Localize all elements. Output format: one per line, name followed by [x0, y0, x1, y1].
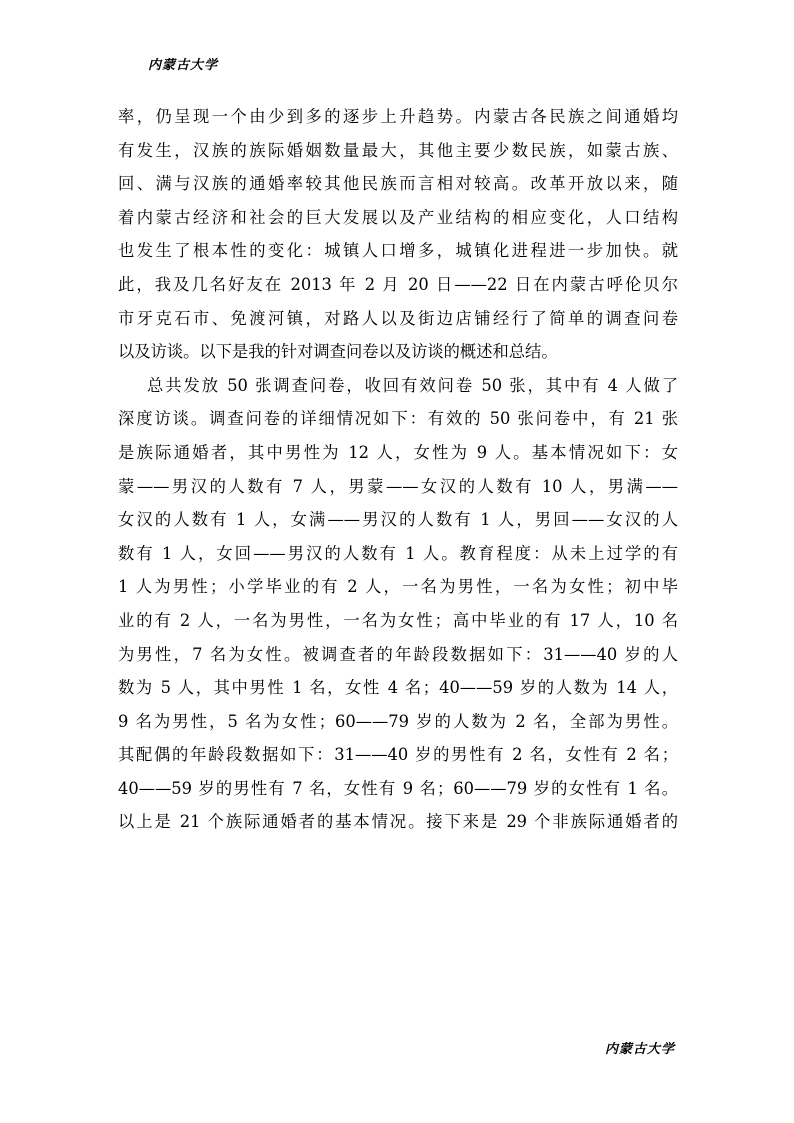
text-line: 市牙克石市、免渡河镇，对路人以及街边店铺经行了简单的调查问卷 [118, 308, 678, 328]
text-line: 业的有 2 人，一名为男性，一名为女性；高中毕业的有 17 人，10 名 [118, 610, 678, 630]
text-line: 数有 1 人，女回——男汉的人数有 1 人。教育程度：从未上过学的有 [118, 543, 678, 563]
page-footer-title: 内蒙古大学 [605, 1042, 676, 1057]
paragraph-1 [118, 100, 678, 369]
text-line: 是族际通婚者，其中男性为 12 人，女性为 9 人。基本情况如下：女 [118, 442, 678, 462]
text-line: 其配偶的年龄段数据如下：31——40 岁的男性有 2 名，女性有 2 名； [118, 745, 678, 765]
text-line: 以及访谈。以下是我的针对调查问卷以及访谈的概述和总结。 [118, 342, 558, 362]
text-line: 总共发放 50 张调查问卷，收回有效问卷 50 张，其中有 4 人做了 [147, 375, 678, 395]
paragraph-2 [118, 369, 678, 839]
text-line: 为男性，7 名为女性。被调查者的年龄段数据如下：31——40 岁的人 [118, 644, 678, 664]
text-line: 深度访谈。调查问卷的详细情况如下：有效的 50 张问卷中，有 21 张 [118, 409, 678, 429]
text-line: 40——59 岁的男性有 7 名，女性有 9 名；60——79 岁的女性有 1 名。 [118, 778, 678, 798]
text-line: 数为 5 人，其中男性 1 名，女性 4 名；40——59 岁的人数为 14 人， [118, 678, 678, 698]
text-line: 此，我及几名好友在 2013 年 2 月 20 日——22 日在内蒙古呼伦贝尔 [118, 274, 678, 294]
text-line: 着内蒙古经济和社会的巨大发展以及产业结构的相应变化，人口结构 [118, 207, 678, 227]
text-line: 蒙——男汉的人数有 7 人，男蒙——女汉的人数有 10 人，男满—— [118, 476, 678, 496]
text-line: 以上是 21 个族际通婚者的基本情况。接下来是 29 个非族际通婚者的 [118, 812, 678, 832]
text-line: 女汉的人数有 1 人，女满——男汉的人数有 1 人，男回——女汉的人 [118, 510, 678, 530]
page-header-title: 内蒙古大学 [148, 58, 219, 73]
document-body [118, 100, 678, 839]
text-line: 回、满与汉族的通婚率较其他民族而言相对较高。改革开放以来，随 [118, 174, 678, 194]
text-line: 9 名为男性，5 名为女性；60——79 岁的人数为 2 名，全部为男性。 [118, 711, 678, 731]
text-line: 率，仍呈现一个由少到多的逐步上升趋势。内蒙古各民族之间通婚均 [118, 107, 678, 126]
text-line: 也发生了根本性的变化：城镇人口增多，城镇化进程进一步加快。就 [118, 241, 678, 261]
text-line: 1 人为男性；小学毕业的有 2 人，一名为男性，一名为女性；初中毕 [118, 577, 678, 597]
text-line: 有发生，汉族的族际婚姻数量最大，其他主要少数民族，如蒙古族、 [118, 140, 678, 160]
